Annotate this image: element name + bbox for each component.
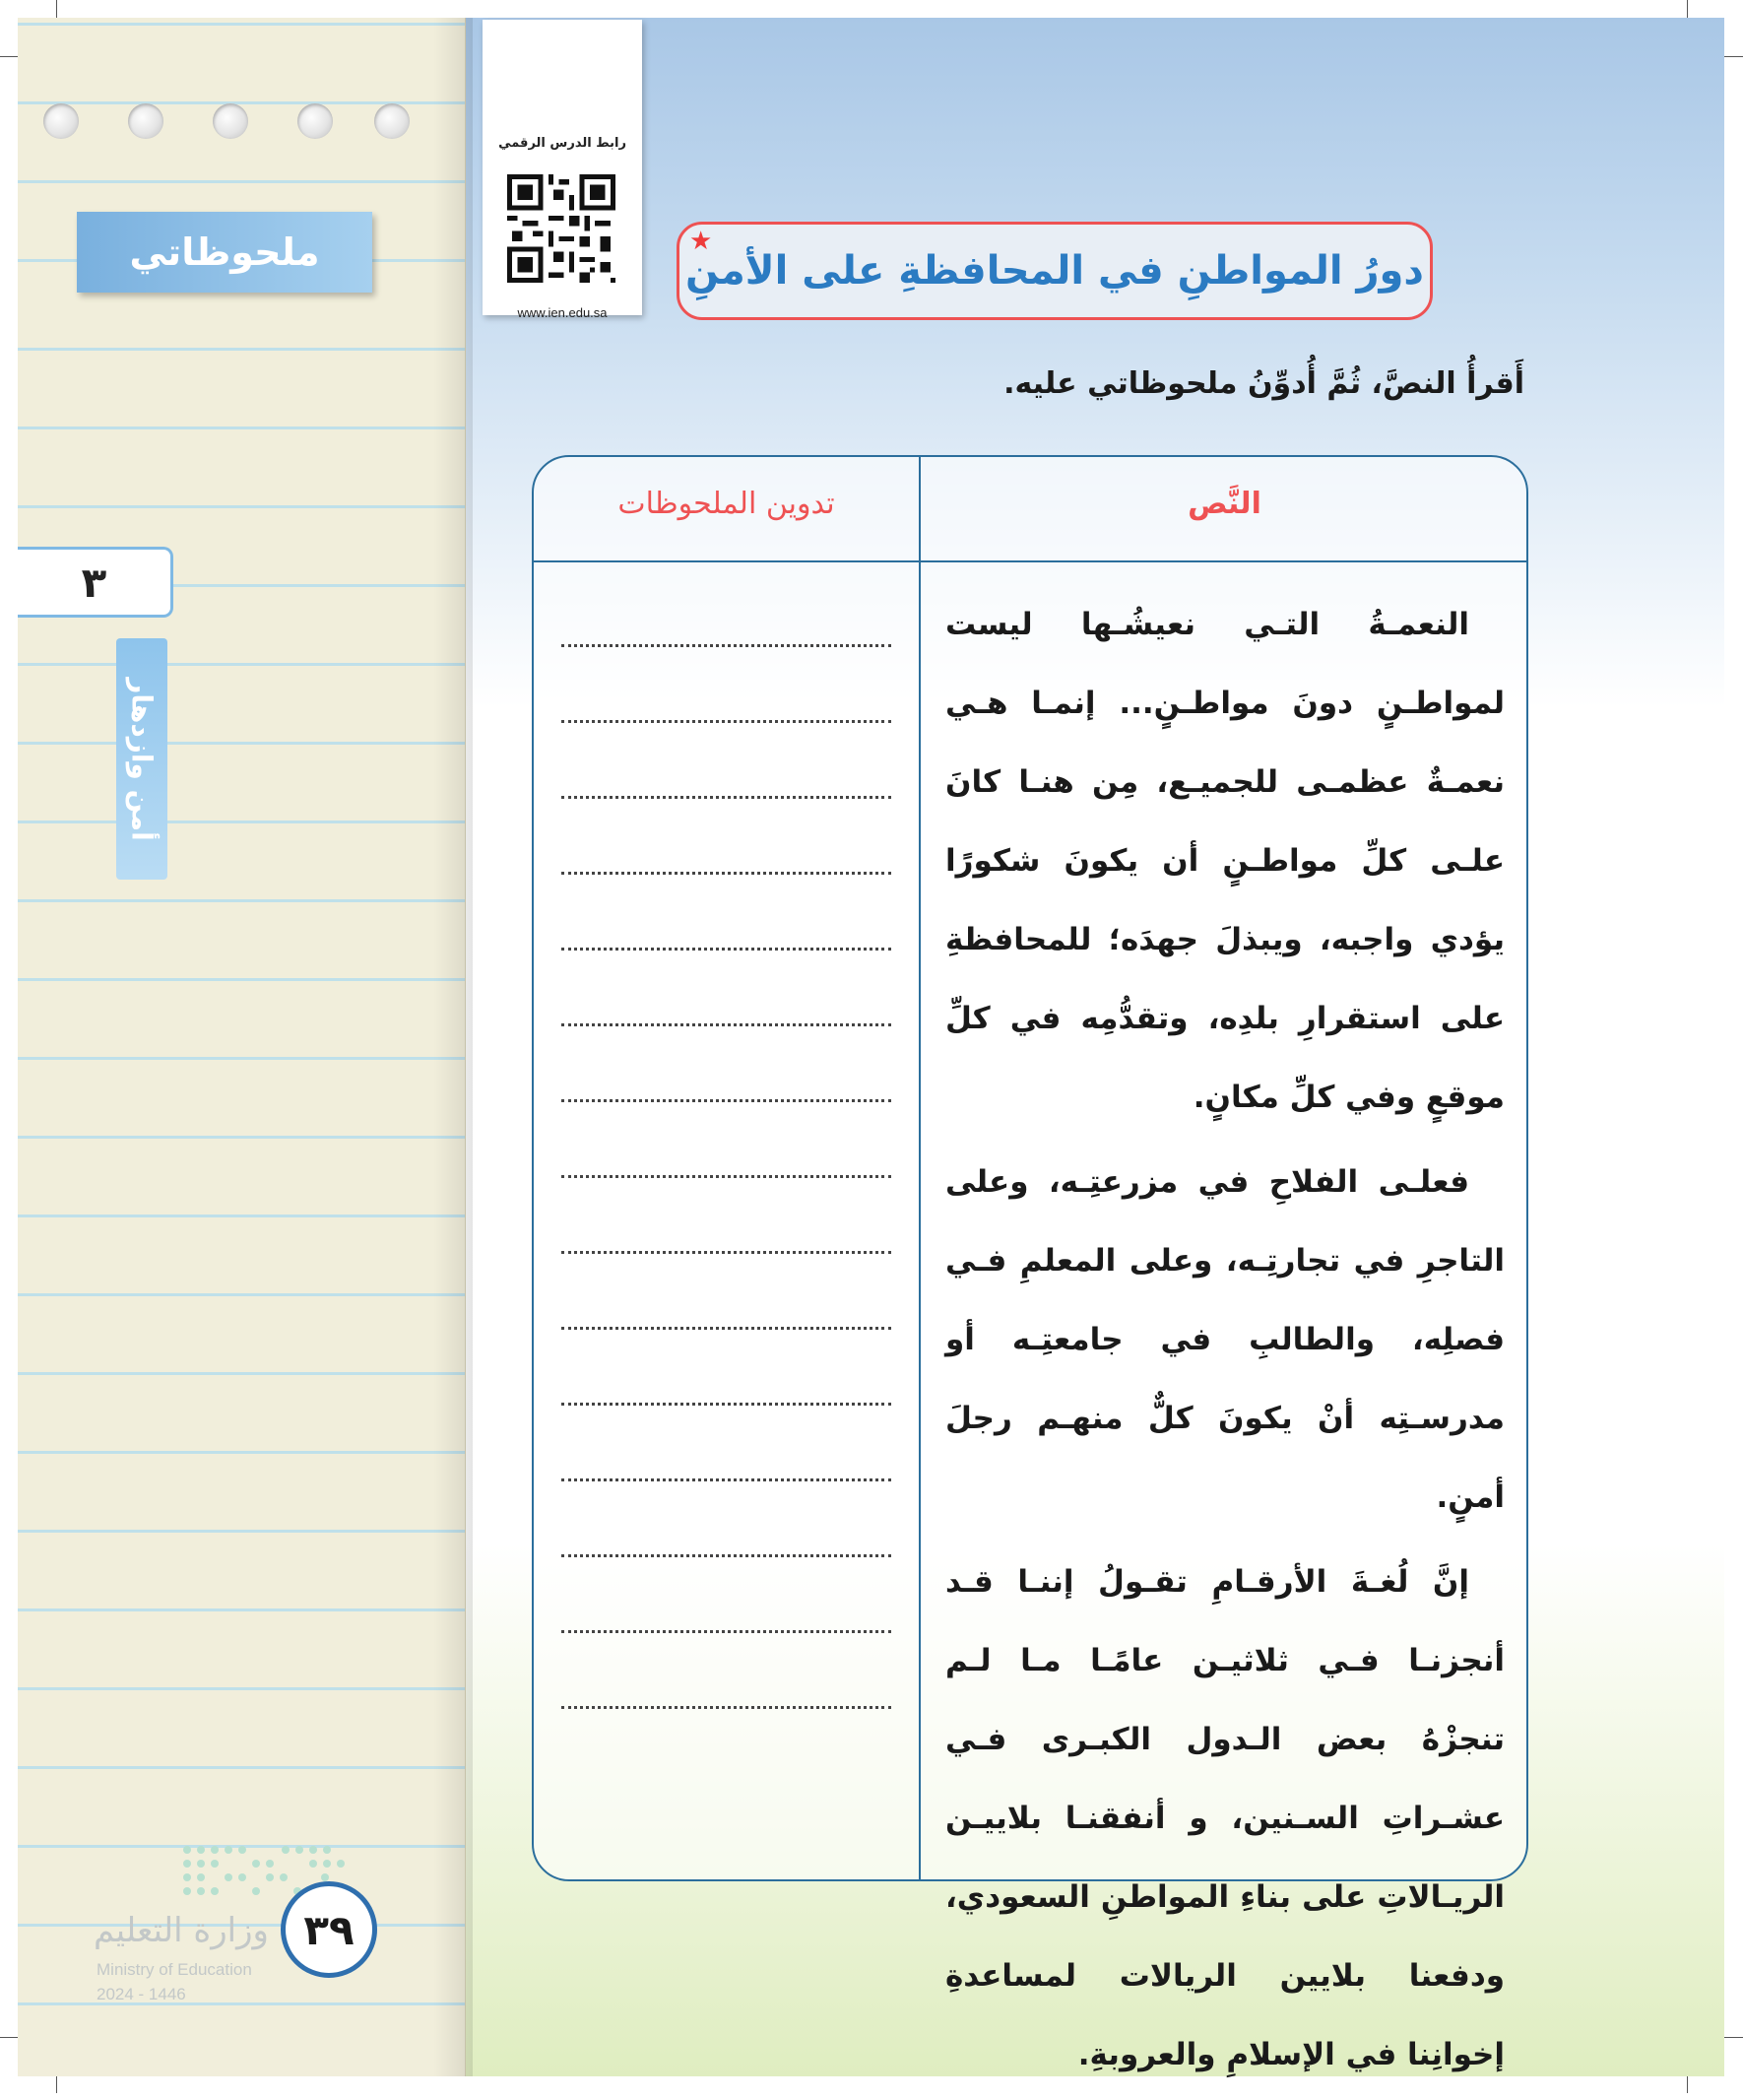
binder-hole bbox=[128, 103, 163, 139]
instruction-text: أَقرأُ النصَّ، ثُمَّ أُدوِّنُ ملحوظاتي عليه. bbox=[1003, 366, 1524, 401]
notes-tab: ملحوظاتي bbox=[77, 212, 372, 293]
note-line[interactable] bbox=[561, 720, 891, 723]
note-line[interactable] bbox=[561, 1023, 891, 1026]
header-notes: تدوين الملحوظات bbox=[617, 487, 835, 521]
note-line[interactable] bbox=[561, 1630, 891, 1633]
reading-notes-table bbox=[532, 455, 1528, 2072]
note-line[interactable] bbox=[561, 644, 891, 647]
note-line[interactable] bbox=[561, 948, 891, 951]
note-line[interactable] bbox=[561, 796, 891, 799]
star-icon: ★ bbox=[689, 227, 713, 256]
unit-title: أمن وازدهار bbox=[125, 677, 159, 841]
binder-hole bbox=[43, 103, 79, 139]
binder-hole bbox=[213, 103, 248, 139]
notebook-sidebar bbox=[18, 18, 466, 2076]
note-line[interactable] bbox=[561, 1099, 891, 1102]
note-line[interactable] bbox=[561, 1706, 891, 1709]
note-line[interactable] bbox=[561, 1478, 891, 1481]
ministry-name-arabic: وزارة التعليم bbox=[94, 1911, 269, 1950]
ministry-year: 2024 - 1446 bbox=[97, 1985, 186, 2003]
header-text: النَّص bbox=[1188, 487, 1261, 521]
note-line[interactable] bbox=[561, 1554, 891, 1557]
binder-hole bbox=[297, 103, 333, 139]
qr-url[interactable]: www.ien.edu.sa bbox=[517, 305, 608, 320]
passage-paragraph: إنَّ لُغـةَ الأرقـامِ تقـولُ إننـا قـد أنجزنـا فـي ثلاثيـن عامًـا مـا لـم تنجزْهُ بعض الـدول الكبـرى فـي عشـراتِ السـنين، و أنفقنـا بلاييـن الريـالاتِ على بناءِ المواطنِ السعودي، ودفعنا بلايين الريالات لمساعدةِ إخوانِنا في الإسلامِ والعروبةِ. bbox=[945, 1564, 1505, 2072]
notebook-shadow bbox=[433, 18, 473, 2076]
unit-ribbon bbox=[116, 638, 167, 880]
note-line[interactable] bbox=[561, 1403, 891, 1406]
qr-code-icon[interactable] bbox=[507, 160, 615, 297]
note-line[interactable] bbox=[561, 872, 891, 875]
note-line[interactable] bbox=[561, 1327, 891, 1330]
ministry-name-english: Ministry of Education bbox=[97, 1960, 252, 1979]
reading-passage bbox=[945, 585, 1505, 2100]
column-divider bbox=[919, 457, 921, 1879]
unit-number: ٣ bbox=[18, 547, 173, 618]
page-number: ٣٩ bbox=[281, 1881, 377, 1978]
passage-paragraph: النعمـةُ التـي نعيشُـها ليست لمواطـنٍ دونَ مواطـنٍ... إنمـا هـي نعمـةٌ عظمـى للجميـع، مِن هنـا كانَ علـى كلِّ مواطـنٍ أن يكونَ شكورًا يؤدي واجبه، ويبذلَ جهدَه؛ للمحافظةِ على استقرارِ بلدِه، وتقدُّمِه في كلِّ موقعٍ وفي كلِّ مكانٍ. bbox=[945, 607, 1505, 1115]
passage-paragraph: فعلـى الفلاحِ في مزرعتِـه، وعلى التاجرِ في تجارتِـه، وعلى المعلمِ فـي فصلِه، والطالبِ في جامعتِـه أو مدرسـتِه أنْ يكونَ كلٌّ منهـم رجلَ أمنٍ. bbox=[945, 1164, 1505, 1515]
note-line[interactable] bbox=[561, 1175, 891, 1178]
note-line[interactable] bbox=[561, 1251, 891, 1254]
qr-card[interactable] bbox=[483, 20, 642, 320]
qr-label: رابط الدرس الرقمي bbox=[498, 136, 626, 151]
header-divider bbox=[534, 560, 1526, 562]
lesson-title: دورُ المواطنِ في المحافظةِ على الأمنِ bbox=[677, 222, 1433, 320]
binder-hole bbox=[374, 103, 410, 139]
